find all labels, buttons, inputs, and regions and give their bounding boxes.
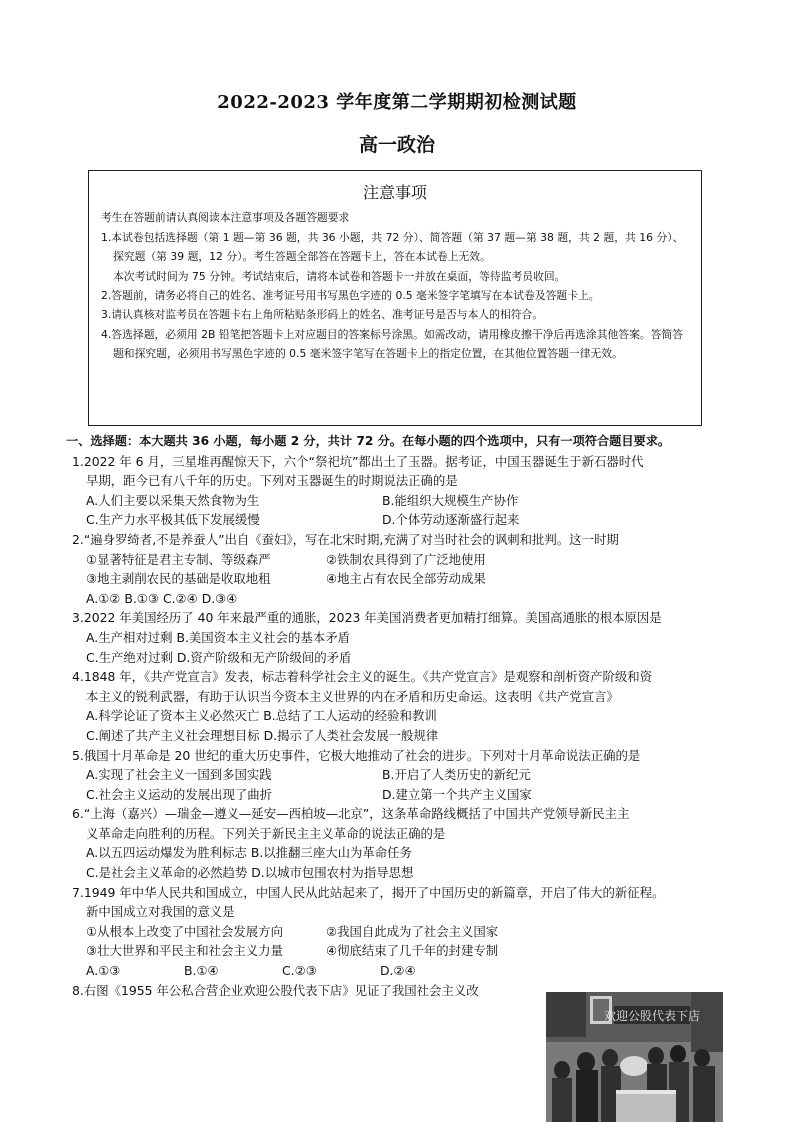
q6-options-cd: C.是社会主义革命的必然趋势 D.以城市包围农村为指导思想 bbox=[86, 865, 414, 881]
q1-stem: 1.2022 年 6 月，三星堆再醒惊天下，六个“祭祀坑”都出土了玉器。据考证，中国玉器诞生于新石器时代 bbox=[72, 453, 644, 469]
q7-statement-4: ④彻底结束了几千年的封建专制 bbox=[326, 943, 499, 959]
q4-options-cd: C.阐述了共产主义社会理想目标 D.揭示了人类社会发展一般规律 bbox=[86, 727, 439, 743]
notice-intro: 考生在答题前请认真阅读本注意事项及各题答题要求 bbox=[101, 211, 350, 225]
q1-stem-cont: 早期，距今已有八千年的历史。下列对玉器诞生的时期说法正确的是 bbox=[86, 473, 458, 489]
q7-option-a: A.①③ bbox=[86, 963, 121, 979]
q7-statements-row1 bbox=[72, 922, 722, 942]
q2-statement-4: ④地主占有农民全部劳动成果 bbox=[326, 571, 486, 587]
q5-option-b: B.开启了人类历史的新纪元 bbox=[382, 767, 531, 783]
notice-title: 注意事项 bbox=[362, 183, 427, 202]
notice-box bbox=[88, 170, 702, 426]
exam-title: 2022-2023 学年度第二学期期初检测试题 bbox=[217, 92, 577, 113]
q2-stem: 2.“遍身罗绮者,不是养蚕人”出自《蚕妇》，写在北宋时期,充满了对当时社会的讽刺和批判。这一时期 bbox=[72, 531, 619, 547]
q2-statement-1: ①显著特征是君主专制、等级森严 bbox=[86, 551, 271, 567]
historical-photo bbox=[546, 992, 723, 1122]
exam-subject: 高一政治 bbox=[358, 134, 435, 156]
q2-statement-3: ③地主剥削农民的基础是收取地租 bbox=[86, 571, 271, 587]
q5-option-c: C.社会主义运动的发展出现了曲折 bbox=[86, 786, 273, 802]
q7-option-d: D.②④ bbox=[380, 963, 416, 979]
q5-options-row2 bbox=[72, 785, 722, 805]
q1-option-b: B.能组织大规模生产协作 bbox=[382, 492, 519, 508]
q1-option-c: C.生产力水平极其低下发展缓慢 bbox=[86, 512, 260, 528]
notice-item: 3.请认真核对监考员在答题卡右上角所粘贴条形码上的姓名、准考证号是否与本人的相符合。 bbox=[101, 308, 544, 322]
q2-statement-2: ②铁制农具得到了广泛地使用 bbox=[326, 551, 486, 567]
notice-item: 1.本试卷包括选择题（第 1 题—第 36 题，共 36 小题，共 72 分）、简答题（第 37 题—第 38 题，共 2 题，共 16 分）、探究题（第 39 题，12 分）。考生答题全部答在答题卡上，答在本试卷上无效。 bbox=[101, 230, 684, 264]
q7-statement-2: ②我国自此成为了社会主义国家 bbox=[326, 923, 499, 939]
q4-stem-cont: 本主义的锐利武器，有助于认识当今资本主义世界的内在矛盾和历史命运。这表明《共产党宣言》 bbox=[86, 688, 619, 704]
q1-option-a: A.人们主要以采集天然食物为生 bbox=[86, 492, 260, 508]
q7-statement-3: ③壮大世界和平民主和社会主义力量 bbox=[86, 943, 283, 959]
section-heading: 一、选择题：本大题共 36 小题，每小题 2 分，共计 72 分。在每小题的四个选项中，只有一项符合题目要求。 bbox=[66, 434, 671, 448]
q1-options-row1 bbox=[72, 491, 722, 511]
q7-option-b: B.①④ bbox=[184, 963, 219, 979]
q5-option-a: A.实现了社会主义一国到多国实践 bbox=[86, 767, 272, 783]
q3-options-cd: C.生产绝对过剩 D.资产阶级和无产阶级间的矛盾 bbox=[86, 649, 352, 665]
q7-statement-1: ①从根本上改变了中国社会发展方向 bbox=[86, 923, 283, 939]
q3-stem: 3.2022 年美国经历了 40 年来最严重的通胀，2023 年美国消费者更加精打细算。美国高通胀的根本原因是 bbox=[72, 610, 662, 626]
q1-options-row2 bbox=[72, 510, 722, 530]
q2-statements-row2 bbox=[72, 569, 722, 589]
q1-option-d: D.个体劳动逐渐盛行起来 bbox=[382, 512, 520, 528]
notice-item: 4.答选择题，必须用 2B 铅笔把答题卡上对应题目的答案标号涂黑。如需改动，请用橡皮擦干净后再选涂其他答案。答简答题和探究题，必须用书写黑色字迹的 0.5 毫米签字笔写在答题卡上的指定位置，在其他位置答题一律无效。 bbox=[101, 327, 684, 361]
q4-stem: 4.1848 年，《共产党宣言》发表，标志着科学社会主义的诞生。《共产党宣言》是观察和剖析资产阶级和资 bbox=[72, 669, 653, 685]
q7-options bbox=[72, 961, 722, 981]
q8-stem: 8.右图《1955 年公私合营企业欢迎公股代表下店》见证了我国社会主义改 bbox=[72, 982, 479, 998]
q3-options-ab: A.生产相对过剩 B.美国资本主义社会的基本矛盾 bbox=[86, 629, 350, 645]
q7-option-c: C.②③ bbox=[282, 963, 317, 979]
q2-statements-row1 bbox=[72, 550, 722, 570]
q4-options-ab: A.科学论证了资本主义必然灭亡 B.总结了工人运动的经验和教训 bbox=[86, 708, 437, 724]
photo-illustration bbox=[546, 992, 723, 1122]
q5-options-row1 bbox=[72, 765, 722, 785]
photo-banner-text: 欢迎公股代表下店 bbox=[603, 1009, 701, 1023]
q2-options: A.①② B.①③ C.②④ D.③④ bbox=[86, 590, 238, 606]
questions-area bbox=[66, 432, 722, 1000]
notice-item: 本次考试时间为 75 分钟。考试结束后，请将本试卷和答题卡一并放在桌面，等待监考员收回。 bbox=[113, 269, 566, 283]
q7-stem-cont: 新中国成立对我国的意义是 bbox=[86, 904, 235, 920]
q7-statements-row2 bbox=[72, 941, 722, 961]
q6-stem-cont: 义革命走向胜利的历程。下列关于新民主主义革命的说法正确的是 bbox=[86, 825, 446, 841]
q5-option-d: D.建立第一个共产主义国家 bbox=[382, 786, 532, 802]
q6-options-ab: A.以五四运动爆发为胜利标志 B.以推翻三座大山为革命任务 bbox=[86, 845, 412, 861]
q5-stem: 5.俄国十月革命是 20 世纪的重大历史事件，它极大地推动了社会的进步。下列对十月革命说法正确的是 bbox=[72, 747, 641, 763]
notice-item: 2.答题前，请务必将自己的姓名、准考证号用书写黑色字迹的 0.5 毫米签字笔填写在本试卷及答题卡上。 bbox=[101, 289, 600, 303]
q6-stem: 6.“上海（嘉兴）—瑞金—遵义—延安—西柏坡—北京”，这条革命路线概括了中国共产党领导新民主主 bbox=[72, 806, 630, 822]
q7-stem: 7.1949 年中华人民共和国成立，中国人民从此站起来了，揭开了中国历史的新篇章，开启了伟大的新征程。 bbox=[72, 884, 665, 900]
